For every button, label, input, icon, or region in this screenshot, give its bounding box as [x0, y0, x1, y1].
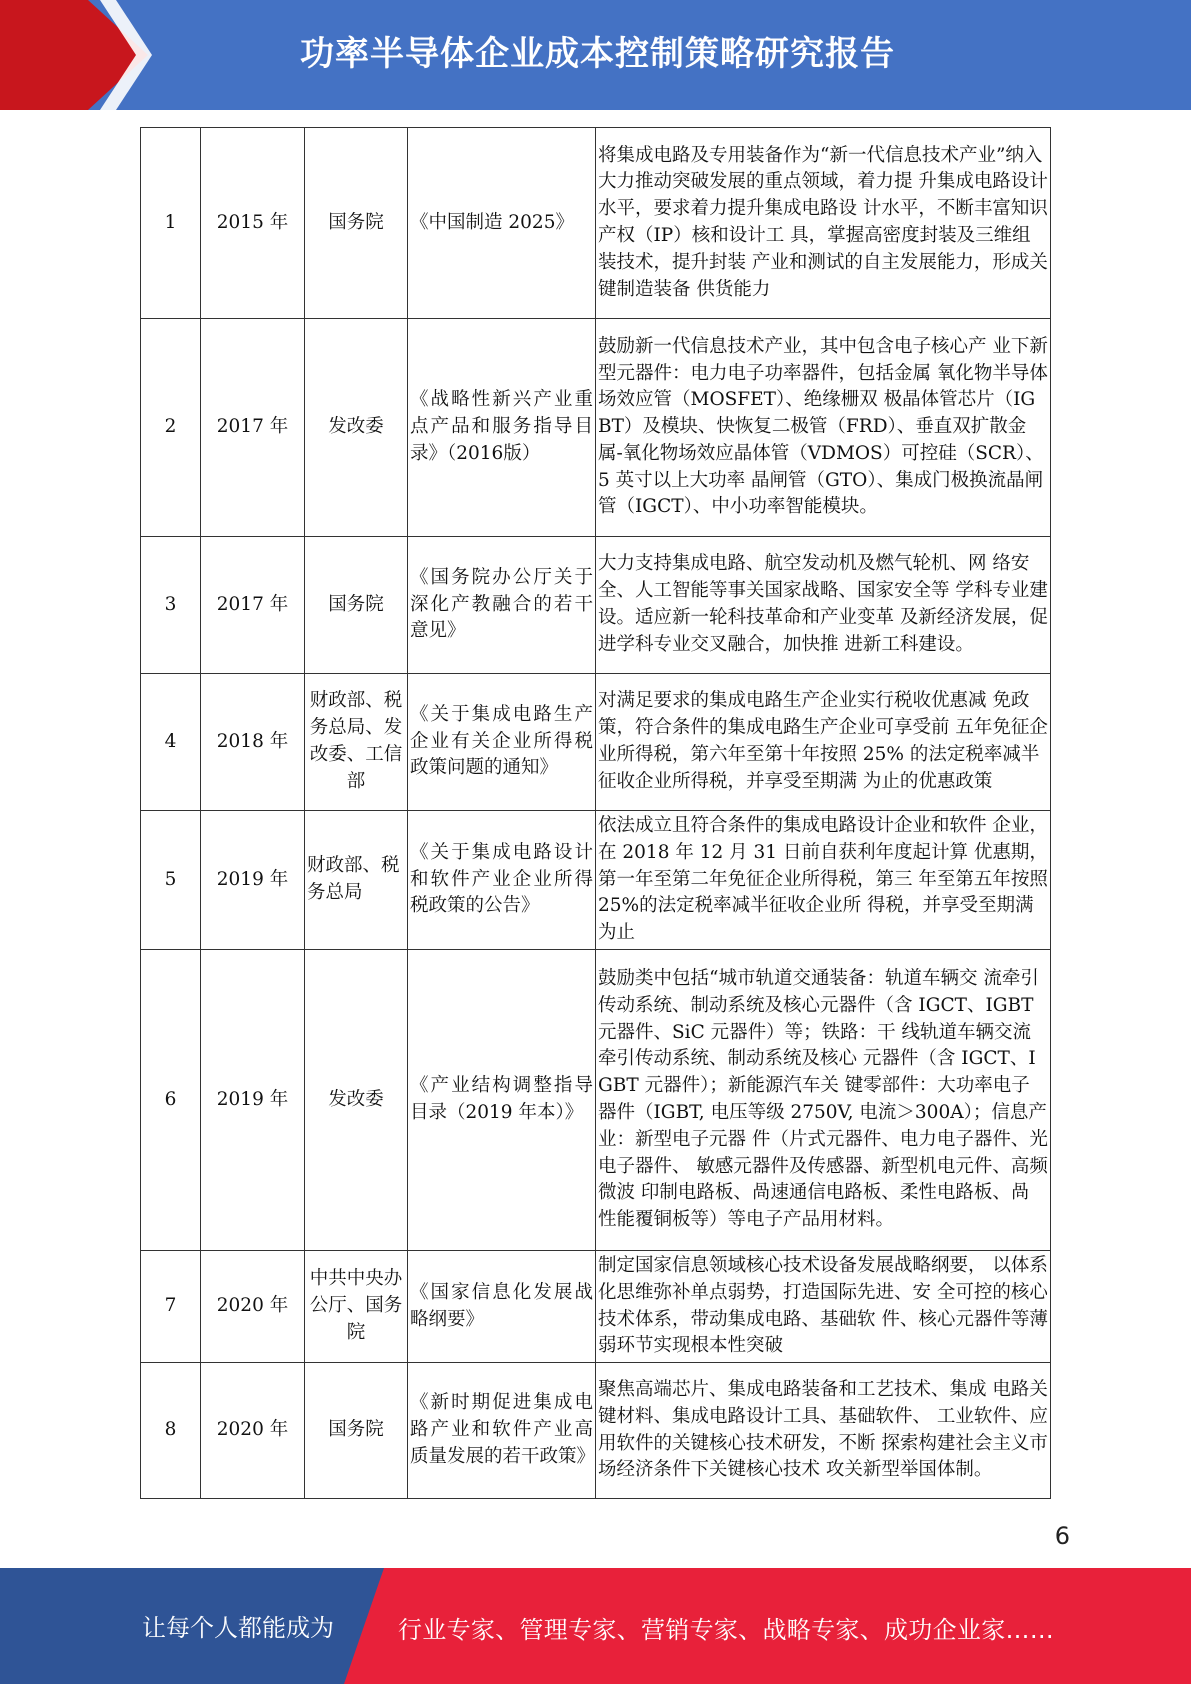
page-header	[0, 0, 1191, 110]
row-number: 8	[141, 1363, 201, 1499]
row-document: 《关于集成电路生产企业有关企业所得税政策问题的通知》	[408, 674, 596, 811]
row-content: 聚焦高端芯片、集成电路装备和工艺技术、集成 电路关键材料、集成电路设计工具、基础软件、 工业软件、应用软件的关键核心技术研发，不断 探索构建社会主义市场经济条件下关键核心技术 攻关新型举国体制。	[596, 1363, 1051, 1499]
row-department: 财政部、税务总局、发改委、工信部	[305, 674, 408, 811]
row-department: 发改委	[305, 319, 408, 537]
row-year: 2020 年	[201, 1250, 305, 1362]
policy-table-container	[140, 127, 1051, 1499]
row-document: 《关于集成电路设计和软件产业企业所得税政策的公告》	[408, 811, 596, 950]
row-department: 国务院	[305, 128, 408, 319]
policy-table	[140, 127, 1051, 1499]
row-document: 《国务院办公厅关于深化产教融合的若干意见》	[408, 537, 596, 674]
row-content: 制定国家信息领域核心技术设备发展战略纲要， 以体系化思维弥补单点弱势，打造国际先进、安 全可控的核心技术体系，带动集成电路、基础软 件、核心元器件等薄弱环节实现根本性突破	[596, 1250, 1051, 1362]
row-department: 中共中央办公厅、国务院	[305, 1250, 408, 1362]
row-year: 2017 年	[201, 319, 305, 537]
row-document: 《中国制造 2025》	[408, 128, 596, 319]
footer-slogan-right: 行业专家、管理专家、营销专家、战略专家、成功企业家……	[398, 1616, 1055, 1644]
row-document: 《产业结构调整指导目录（2019 年本）》	[408, 949, 596, 1250]
row-number: 5	[141, 811, 201, 950]
row-content: 将集成电路及专用装备作为“新一代信息技术产业”纳入大力推动突破发展的重点领域，着力提 升集成电路设计水平，要求着力提升集成电路设 计水平，不断丰富知识产权（IP）核和设计工 具，掌握高密度封装及三维组装技术，提升封装 产业和测试的自主发展能力，形成关键制造装备 供货能力	[596, 128, 1051, 319]
row-number: 4	[141, 674, 201, 811]
row-content: 鼓励类中包括“城市轨道交通装备：轨道车辆交 流牵引传动系统、制动系统及核心元器件（含 IGCT、IGBT 元器件、SiC 元器件）等；铁路：干 线轨道车辆交流牵引传动系统、制动系统及核心 元器件（含 IGCT、IGBT 元器件）；新能源汽车关 键零部件：大功率电子器件（IGBT, 电压等级 2750V, 电流＞300A）；信息产业：新型电子元器 件（片式元器件、电力电子器件、光电子器件、 敏感元器件及传感器、新型机电元件、高频微波 印制电路板、咼速通信电路板、柔性电路板、咼 性能覆铜板等）等电子产品用材料。	[596, 949, 1051, 1250]
row-department: 发改委	[305, 949, 408, 1250]
row-document: 《战略性新兴产业重点产品和服务指导目录》（2016版）	[408, 319, 596, 537]
row-department: 国务院	[305, 1363, 408, 1499]
report-title: 功率半导体企业成本控制策略研究报告	[300, 34, 895, 74]
row-department: 国务院	[305, 537, 408, 674]
footer-slogan-left: 让每个人都能成为	[142, 1614, 334, 1642]
row-content: 鼓励新一代信息技术产业，其中包含电子核心产 业下新型元器件：电力电子功率器件，包括金属 氧化物半导体场效应管（MOSFET）、绝缘栅双 极晶体管芯片（IGBT）及模块、快恢复二极管（FRD）、垂直双扩散金属-氧化物场效应晶体管（VDMOS）可控硅（SCR）、5 英寸以上大功率 晶闸管（GTO）、集成门极换流晶闸管（IGCT）、中小功率智能模块。	[596, 319, 1051, 537]
row-year: 2017 年	[201, 537, 305, 674]
table-row	[141, 811, 1051, 950]
row-number: 3	[141, 537, 201, 674]
table-row	[141, 537, 1051, 674]
row-number: 1	[141, 128, 201, 319]
row-year: 2018 年	[201, 674, 305, 811]
row-department: 财政部、税务总局	[305, 811, 408, 950]
row-year: 2020 年	[201, 1363, 305, 1499]
row-year: 2019 年	[201, 949, 305, 1250]
row-content: 依法成立且符合条件的集成电路设计企业和软件 企业，在 2018 年 12 月 31 日前自获利年度起计算 优惠期，第一年至第二年免征企业所得税，第三 年至第五年按照 25%的法定税率减半征收企业所 得税，并享受至期满为止	[596, 811, 1051, 950]
row-content: 大力支持集成电路、航空发动机及燃气轮机、网 络安全、人工智能等事关国家战略、国家安全等 学科专业建设。适应新一轮科技革命和产业变革 及新经济发展，促进学科专业交叉融合，加快推 进新工科建设。	[596, 537, 1051, 674]
table-row	[141, 1250, 1051, 1362]
row-year: 2019 年	[201, 811, 305, 950]
row-number: 7	[141, 1250, 201, 1362]
table-row	[141, 674, 1051, 811]
row-document: 《国家信息化发展战略纲要》	[408, 1250, 596, 1362]
row-number: 6	[141, 949, 201, 1250]
header-red-arrow-shape	[0, 0, 160, 110]
table-row	[141, 319, 1051, 537]
row-year: 2015 年	[201, 128, 305, 319]
page-number: 6	[1054, 1522, 1070, 1550]
row-content: 对满足要求的集成电路生产企业实行税收优惠减 免政策，符合条件的集成电路生产企业可享受前 五年免征企业所得税，第六年至第十年按照 25% 的法定税率减半征收企业所得税，并享受至期满 为止的优惠政策	[596, 674, 1051, 811]
table-row	[141, 949, 1051, 1250]
row-document: 《新时期促进集成电路产业和软件产业高质量发展的若干政策》	[408, 1363, 596, 1499]
table-row	[141, 1363, 1051, 1499]
row-number: 2	[141, 319, 201, 537]
page-footer	[0, 1568, 1191, 1684]
table-row	[141, 128, 1051, 319]
